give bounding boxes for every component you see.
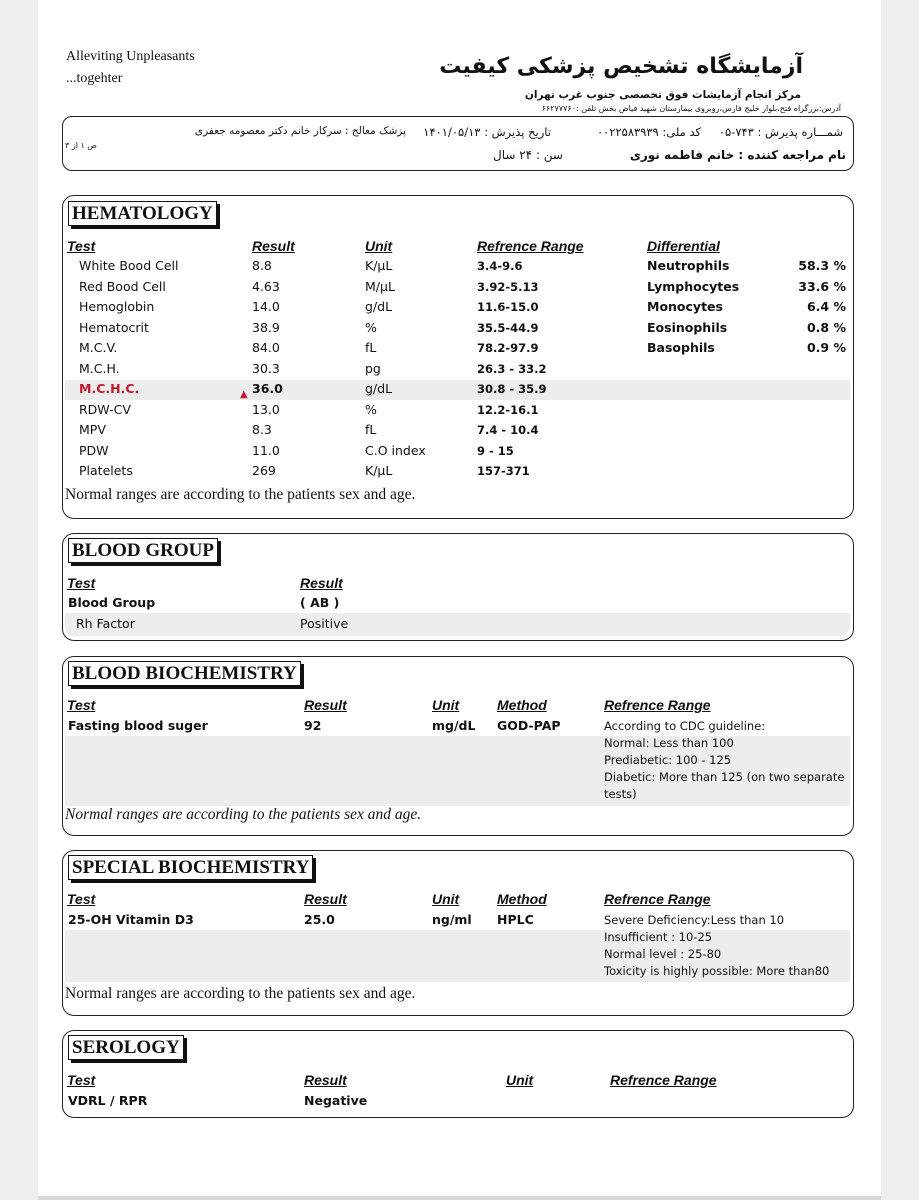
special-range-line: Normal level : 25-80 [604, 947, 722, 961]
hematology-result: 269 [252, 463, 276, 478]
biochem-unit: mg/dL [432, 718, 476, 733]
special-header-range: Refrence Range [604, 891, 711, 907]
hematology-result: 8.3 [252, 422, 272, 437]
differential-name: Basophils [647, 340, 715, 355]
serology-header-unit: Unit [506, 1072, 534, 1088]
hematology-section [62, 195, 854, 519]
hematology-title: HEMATOLOGY [68, 201, 217, 226]
hematology-range: 9 - 15 [477, 443, 514, 458]
hematology-test: PDW [79, 442, 109, 458]
hematology-range: 7.4 - 10.4 [477, 423, 539, 437]
special-note: Normal ranges are according to the patients sex and age. [65, 985, 416, 1002]
hematology-range: 3.92-5.13 [477, 279, 539, 294]
special-header-unit: Unit [432, 891, 460, 907]
hematology-result: 11.0 [252, 442, 280, 458]
report-page [38, 0, 881, 1200]
hematology-unit: C.O index [365, 442, 426, 458]
hematology-header-result: Result [252, 238, 295, 254]
hematology-unit: M/μL [365, 278, 395, 294]
blood-group-shade [65, 613, 850, 636]
biochem-header-result: Result [304, 697, 347, 713]
hematology-header-test: Test [67, 238, 96, 254]
patient-age: سن : ۲۴ سال [492, 148, 563, 162]
hematology-result: 8.8 [252, 258, 272, 273]
hematology-test: MPV [79, 422, 106, 437]
biochem-range-line: Normal: Less than 100 [604, 736, 734, 750]
lab-subtitle: مرکز انجام آزمایشات فوق تخصصی جنوب غرب تهران [524, 89, 801, 101]
hematology-result: 36.0 [252, 381, 283, 396]
special-test: 25-OH Vitamin D3 [68, 912, 194, 927]
national-code: کد ملی: ۰۰۲۲۵۸۳۹۳۹ [596, 125, 701, 139]
admission-date: تاریخ پذیرش : ۱۴۰۱/۰۵/۱۳ [423, 125, 551, 139]
special-result: 25.0 [304, 912, 335, 927]
blood-biochemistry-title: BLOOD BIOCHEMISTRY [68, 661, 301, 686]
lab-name: آزمایشگاه تشخیص پزشکی کیفیت [439, 54, 803, 79]
biochem-range-line: Diabetic: More than 125 (on two separate [604, 770, 845, 784]
blood-group-header-result: Result [300, 575, 343, 591]
differential-value: 0.8 % [806, 319, 846, 335]
hematology-range: 30.8 - 35.9 [477, 382, 547, 396]
hematology-result: 4.63 [252, 278, 280, 294]
differential-value: 0.9 % [806, 340, 846, 355]
hematology-unit: K/μL [365, 258, 393, 273]
hematology-test: Hematocrit [79, 319, 149, 335]
hematology-test: M.C.H. [79, 360, 120, 376]
special-header-test: Test [67, 891, 96, 907]
hematology-range: 12.2-16.1 [477, 402, 539, 417]
hematology-unit: g/dL [365, 381, 393, 396]
hematology-range: 26.3 - 33.2 [477, 361, 547, 376]
special-biochemistry-title: SPECIAL BIOCHEMISTRY [68, 855, 313, 880]
hematology-range: 157-371 [477, 464, 530, 478]
special-range-line: Insufficient : 10-25 [604, 930, 713, 944]
biochem-header-range: Refrence Range [604, 697, 711, 713]
serology-header-range: Refrence Range [610, 1072, 717, 1088]
hematology-result: 13.0 [252, 401, 280, 417]
differential-value: 58.3 % [798, 258, 846, 273]
hematology-test: M.C.V. [79, 340, 118, 355]
hematology-unit: % [365, 319, 377, 335]
blood-group-test: Blood Group [68, 595, 156, 610]
hematology-range: 3.4-9.6 [477, 259, 523, 273]
hematology-unit: g/dL [365, 299, 393, 314]
differential-name: Lymphocytes [647, 278, 740, 294]
biochem-note: Normal ranges are according to the patients sex and age. [65, 806, 422, 823]
hematology-unit: pg [365, 360, 381, 376]
differential-value: 6.4 % [806, 299, 846, 314]
page-indicator: ص ۱ از ۳ [65, 141, 97, 150]
special-unit: ng/ml [432, 912, 472, 927]
lab-address: آدرس:بزرگراه فتح،بلوار خلیج فارس،روبروی بیمارستان شهید فیاض بخش تلفن :۶۶۲۷۷۷۶۰ [541, 104, 841, 113]
high-flag-arrow-icon: ▲ [240, 389, 248, 400]
hematology-test: Hemoglobin [79, 299, 155, 314]
serology-header-test: Test [67, 1072, 96, 1088]
hematology-range: 11.6-15.0 [477, 300, 539, 314]
physician: پزشک معالج : سرکار خانم دکتر معصومه جعفری [194, 125, 406, 137]
differential-name: Neutrophils [647, 258, 730, 273]
biochem-range-line: According to CDC guideline: [604, 719, 766, 733]
special-method: HPLC [497, 912, 534, 927]
special-header-method: Method [497, 891, 547, 907]
differential-name: Eosinophils [647, 319, 728, 335]
serology-title: SEROLOGY [68, 1035, 184, 1060]
hematology-note: Normal ranges are according to the patients sex and age. [65, 486, 416, 503]
patient-name: نام مراجعه کننده : خانم فاطمه نوری [629, 148, 846, 162]
biochem-header-method: Method [497, 697, 547, 713]
biochem-range-block [604, 718, 849, 803]
hematology-test: Red Bood Cell [79, 278, 166, 294]
slogan-line-2: ...togehter [66, 71, 123, 86]
serology-result: Negative [304, 1093, 368, 1108]
flagged-row-highlight [65, 380, 850, 400]
hematology-test: White Bood Cell [79, 258, 179, 273]
hematology-test: RDW-CV [79, 401, 131, 417]
hematology-result: 84.0 [252, 340, 280, 355]
hematology-unit: % [365, 401, 377, 417]
blood-group-title: BLOOD GROUP [68, 538, 218, 563]
biochem-method: GOD-PAP [497, 718, 561, 733]
page-bottom-edge [38, 1196, 881, 1200]
hematology-unit: fL [365, 422, 377, 437]
hematology-result: 38.9 [252, 319, 280, 335]
hematology-unit: fL [365, 340, 377, 355]
hematology-test: M.C.H.C. [79, 381, 140, 396]
biochem-header-test: Test [67, 697, 96, 713]
biochem-range-line: tests) [604, 787, 637, 801]
rh-factor-test: Rh Factor [76, 616, 135, 631]
hematology-result: 14.0 [252, 299, 280, 314]
hematology-header-unit: Unit [365, 238, 393, 254]
special-range-line: Toxicity is highly possible: More than80 [604, 964, 830, 978]
special-header-result: Result [304, 891, 347, 907]
rh-factor-result: Positive [300, 616, 349, 631]
biochem-range-line: Prediabetic: 100 - 125 [604, 753, 732, 767]
biochem-test: Fasting blood suger [68, 718, 208, 733]
serology-test: VDRL / RPR [68, 1093, 148, 1108]
hematology-header-differential: Differential [647, 238, 720, 254]
high-flag [240, 382, 248, 401]
hematology-unit: K/μL [365, 463, 393, 478]
hematology-header-range: Refrence Range [477, 238, 584, 254]
hematology-range: 78.2-97.9 [477, 341, 539, 355]
hematology-range: 35.5-44.9 [477, 320, 539, 335]
hematology-result: 30.3 [252, 360, 280, 376]
slogan-line-1: Alleviting Unpleasants [66, 49, 195, 64]
serology-header-result: Result [304, 1072, 347, 1088]
differential-name: Monocytes [647, 299, 723, 314]
special-range-block [604, 912, 849, 980]
special-range-line: Severe Deficiency:Less than 10 [604, 913, 785, 927]
biochem-header-unit: Unit [432, 697, 460, 713]
biochem-result: 92 [304, 718, 322, 733]
blood-group-header-test: Test [67, 575, 96, 591]
admission-number: شمـــاره پذیرش : ۷۴۳-۰۵ [718, 125, 843, 139]
hematology-test: Platelets [79, 463, 133, 478]
differential-value: 33.6 % [798, 278, 846, 294]
blood-group-result: ( AB ) [300, 595, 340, 610]
